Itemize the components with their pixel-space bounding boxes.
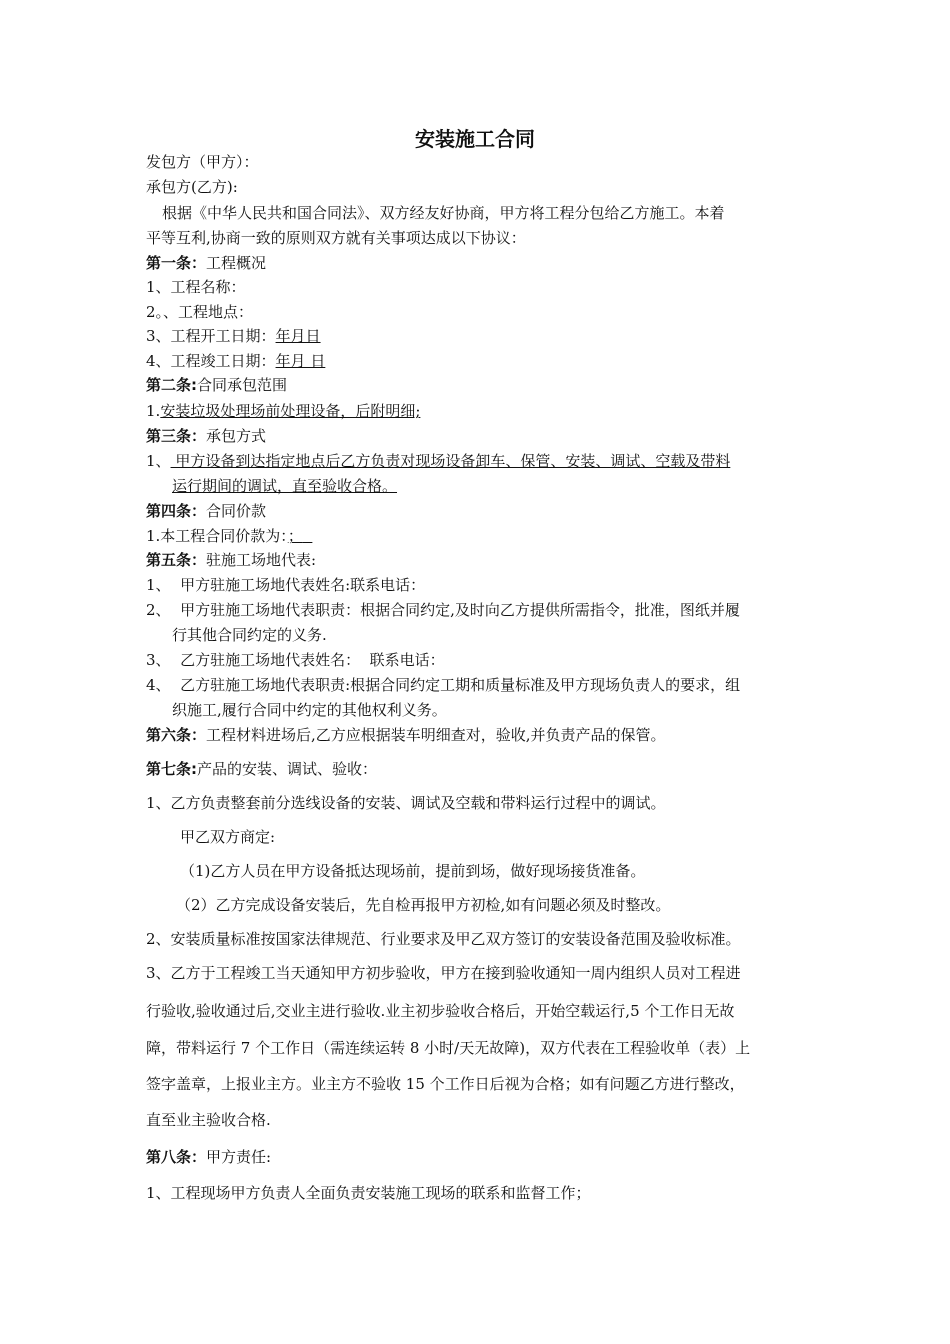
article-7-item-3-line-3: 障，带料运行 7 个工作日（需连续运转 8 小时/天无故障)，双方代表在工程验收单（表）上 <box>146 1039 751 1057</box>
article-3-item-text-2: 运行期间的调试，直至验收合格。 <box>172 477 398 495</box>
article-7-item-3-line-5: 直至业主验收合格. <box>146 1111 271 1129</box>
article-6-label: 第六条： <box>146 726 207 744</box>
article-1-item-3 <box>146 326 812 346</box>
article-2-item-1 <box>146 401 812 421</box>
article-3-item-1-line-1 <box>146 451 812 471</box>
article-4-item-1 <box>146 526 812 546</box>
contract-price-label: 1.本工程合同价款为： <box>146 527 288 545</box>
article-3-heading <box>146 426 812 446</box>
article-5-item-4-line-2: 织施工,履行合同中约定的其他权利义务。 <box>172 701 447 719</box>
end-date-value: 年月 日 <box>275 352 326 370</box>
start-date-value: 年月日 <box>275 327 321 345</box>
article-2-title: 合同承包范围 <box>197 376 288 394</box>
article-3-item-1-line-2 <box>172 476 838 496</box>
article-4-title: 合同价款 <box>206 502 267 520</box>
article-8-title: 甲方责任: <box>206 1148 272 1166</box>
article-7-item-2: 2、安装质量标准按国家法律规范、行业要求及甲乙双方签订的安装设备范围及验收标准。 <box>146 930 741 948</box>
article-1-title: 工程概况 <box>206 254 267 272</box>
contract-price-value: ； <box>287 527 303 545</box>
article-8-item-1: 1、工程现场甲方负责人全面负责安装施工现场的联系和监督工作； <box>146 1184 591 1202</box>
article-7-item-3-line-4: 签字盖章，上报业主方。业主方不验收 15 个工作日后视为合格；如有问题乙方进行整改， <box>146 1075 745 1093</box>
article-7-item-3-line-2: 行验收,验收通过后,交业主进行验收.业主初步验收合格后，开始空载运行,5 个工作日无故 <box>146 1002 735 1020</box>
article-4-label: 第四条： <box>146 502 207 520</box>
article-3-item-text-1: 甲方设备到达指定地点后乙方负责对现场设备卸车、保管、安装、调试、空载及带料 <box>170 452 731 470</box>
article-2-item-number: 1. <box>146 402 161 420</box>
article-5-item-3: 3、 乙方驻施工场地代表姓名： 联系电话： <box>146 651 445 669</box>
article-6-text: 工程材料进场后,乙方应根据装车明细查对，验收,并负责产品的保管。 <box>206 726 666 744</box>
article-2-heading <box>146 375 812 395</box>
article-7-agreement: 甲乙双方商定: <box>180 828 276 846</box>
article-5-item-2-line-2: 行其他合同约定的义务. <box>172 626 327 644</box>
end-date-label: 4、工程竣工日期： <box>146 352 276 370</box>
article-8-label: 第八条： <box>146 1148 207 1166</box>
article-5-item-4-line-1: 4、 乙方驻施工场地代表职责:根据合同约定工期和质量标准及甲方现场负责人的要求，组 <box>146 676 741 694</box>
article-3-label: 第三条： <box>146 427 207 445</box>
article-2-item-text: 安装垃圾处理场前处理设备，后附明细; <box>160 402 421 420</box>
article-7-item-3-line-1: 3、乙方于工程竣工当天通知甲方初步验收，甲方在接到验收通知一周内组织人员对工程进 <box>146 964 741 982</box>
article-4-heading <box>146 501 812 521</box>
party-a-line: 发包方（甲方）： <box>146 153 259 171</box>
article-7-title: 产品的安装、调试、验收： <box>197 760 378 778</box>
article-6-heading <box>146 725 812 745</box>
article-5-title: 驻施工场地代表: <box>206 551 317 569</box>
article-5-item-2-line-1: 2、 甲方驻施工场地代表职责：根据合同约定,及时向乙方提供所需指令，批准，图纸并履 <box>146 601 740 619</box>
article-1-item-1: 1、工程名称： <box>146 278 246 296</box>
article-5-heading <box>146 550 812 570</box>
article-1-heading <box>146 253 812 273</box>
article-1-item-4 <box>146 351 812 371</box>
article-2-label: 第二条: <box>146 376 197 394</box>
intro-paragraph-line-1: 根据《中华人民共和国合同法》、双方经友好协商，甲方将工程分包给乙方施工。本着 <box>162 204 725 222</box>
intro-paragraph-line-2: 平等互利,协商一致的原则双方就有关事项达成以下协议： <box>146 229 526 247</box>
start-date-label: 3、工程开工日期： <box>146 327 276 345</box>
article-7-heading <box>146 759 812 779</box>
article-8-heading <box>146 1147 812 1167</box>
article-5-label: 第五条： <box>146 551 207 569</box>
article-1-item-2: 2。、工程地点： <box>146 303 254 321</box>
article-3-title: 承包方式 <box>206 427 267 445</box>
article-7-label: 第七条: <box>146 760 197 778</box>
article-3-item-number: 1、 <box>146 452 171 470</box>
article-7-sub-item-1: （1)乙方人员在甲方设备抵达现场前，提前到场，做好现场接货准备。 <box>180 862 646 880</box>
article-1-label: 第一条： <box>146 254 207 272</box>
article-5-item-1: 1、 甲方驻施工场地代表姓名:联系电话： <box>146 576 426 594</box>
article-7-sub-item-2: （2）乙方完成设备安装后，先自检再报甲方初检,如有问题必须及时整改。 <box>176 896 671 914</box>
contract-title: 安装施工合同 <box>415 127 535 151</box>
article-7-item-1: 1、乙方负责整套前分选线设备的安装、调试及空载和带料运行过程中的调试。 <box>146 794 666 812</box>
party-b-line: 承包方(乙方): <box>146 178 238 196</box>
